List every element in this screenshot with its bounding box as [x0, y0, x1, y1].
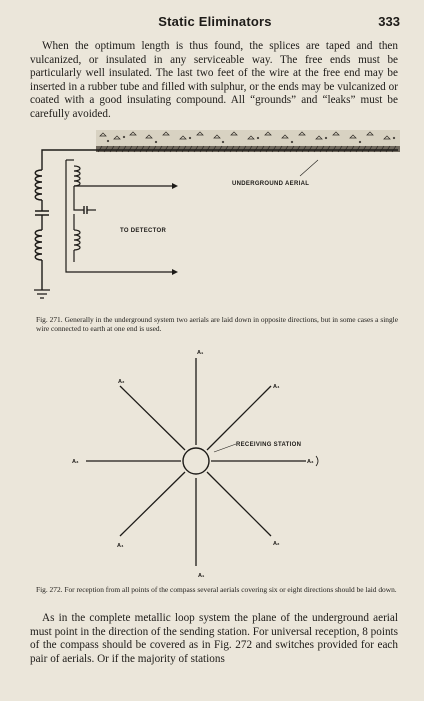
aerial-label-lower-right: A₂ [273, 541, 280, 547]
detector-arrows [172, 183, 178, 275]
figure-272-caption: Fig. 272. For reception from all points of the compass several aerials covering six or eight directions should be laid down. [36, 585, 397, 594]
aerial-line-upper-left [120, 386, 185, 450]
label-receiving-station: RECEIVING STATION [236, 442, 302, 448]
station-label-leader [214, 444, 236, 452]
running-title: Static Eliminators [158, 14, 272, 29]
aerial-label-right-paren [316, 456, 318, 466]
ground-symbol [34, 290, 50, 298]
detector-circuit [66, 160, 172, 272]
label-underground-aerial: UNDERGROUND AERIAL [232, 181, 310, 187]
aerial-label-bottom: A₁ [198, 573, 205, 579]
aerial-label-upper-left: A₂ [118, 379, 125, 385]
aerial-label-leader [300, 160, 318, 176]
aerial-line-lower-left [120, 472, 185, 536]
aerial-label-upper-right: A₄ [273, 384, 280, 390]
receiving-station-symbol [183, 448, 209, 474]
label-to-detector: TO DETECTOR [120, 228, 167, 234]
antenna-tuning-coil [35, 160, 49, 290]
page-number: 333 [378, 14, 400, 29]
figure-271-caption: Fig. 271. Generally in the underground system two aerials are laid down in opposite directions, but in some cases a single wire connected to earth at one end is used. [36, 315, 398, 333]
body-paragraph-1: When the optimum length is thus found, the splices are taped and then vulcanized, or insulated in any serviceable way. The free ends must be particularly well insulated. The last two feet of the wire at the free end may be inserted in a rubber tube and filled with sulphur, or the ends may be vulcanized or coated with a good insulating compound. All “grounds” and “leaks” must be carefully avoided. [30, 40, 398, 120]
aerial-label-lower-left: A₄ [117, 543, 124, 549]
aerial-line-lower-right [207, 472, 271, 536]
aerial-line-upper-right [207, 386, 271, 450]
ground-hatch [96, 146, 400, 152]
aerial-label-right: A₃ [307, 459, 314, 465]
aerial-label-left: A₃ [72, 459, 79, 465]
body-paragraph-2: As in the complete metallic loop system the plane of the underground aerial must point in the direction of the sending station. For universal reception, 8 points of the compass should be covered as in Fig. 272 and switches provided for each pair of aerials. Or if the majority of stations [30, 612, 398, 665]
aerial-label-top: A₁ [197, 350, 204, 356]
